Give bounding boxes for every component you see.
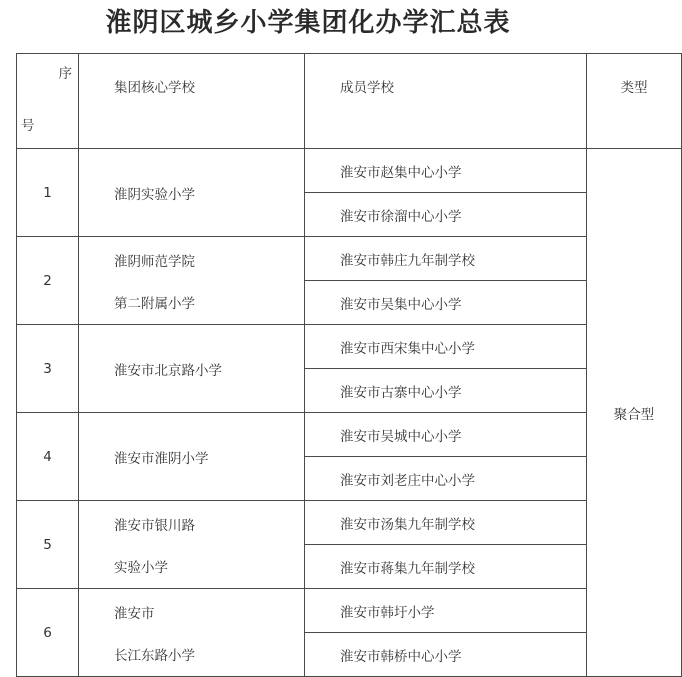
core-school [79,589,305,677]
header-no-part1: 序 [58,66,72,82]
member-school: 淮安市徐溜中心小学 [305,193,587,237]
core-school [79,237,305,325]
core-school-line1: 淮安市 [114,605,155,622]
core-school-line2: 实验小学 [114,559,168,576]
member-school: 淮安市西宋集中心小学 [305,325,587,369]
member-school: 淮安市古寨中心小学 [305,369,587,413]
table-row [17,501,682,545]
member-school: 淮安市韩桥中心小学 [305,633,587,677]
row-number: 2 [17,237,79,325]
table-row [17,325,682,369]
table-row [17,237,682,281]
core-school-line2: 长江东路小学 [114,647,195,664]
row-number: 5 [17,501,79,589]
member-school: 淮安市赵集中心小学 [305,149,587,193]
header-no [17,54,79,149]
table-row [17,413,682,457]
core-school [79,325,305,413]
core-school-line1: 淮安市北京路小学 [114,362,222,379]
core-school-line1: 淮安市银川路 [114,517,195,534]
header-core-school: 集团核心学校 [79,54,305,149]
header-type: 类型 [587,54,682,149]
member-school: 淮安市韩圩小学 [305,589,587,633]
member-school: 淮安市吴城中心小学 [305,413,587,457]
header-no-part2: 号 [21,118,35,134]
core-school-line1: 淮安市淮阴小学 [114,450,209,467]
header-member-schools: 成员学校 [305,54,587,149]
core-school-line2: 第二附属小学 [114,295,195,312]
core-school [79,501,305,589]
header-row [17,54,682,149]
page-title: 淮阴区城乡小学集团化办学汇总表 [105,8,511,38]
table-row [17,149,682,193]
member-school: 淮安市蒋集九年制学校 [305,545,587,589]
core-school [79,149,305,237]
core-school [79,413,305,501]
row-number: 4 [17,413,79,501]
member-school: 淮安市韩庄九年制学校 [305,237,587,281]
row-number: 6 [17,589,79,677]
row-number: 1 [17,149,79,237]
type-cell: 聚合型 [587,149,682,677]
row-number: 3 [17,325,79,413]
member-school: 淮安市汤集九年制学校 [305,501,587,545]
table-row [17,589,682,633]
member-school: 淮安市刘老庄中心小学 [305,457,587,501]
core-school-line1: 淮阴实验小学 [114,186,195,203]
summary-table [16,53,682,677]
core-school-line1: 淮阴师范学院 [114,253,195,270]
member-school: 淮安市吴集中心小学 [305,281,587,325]
